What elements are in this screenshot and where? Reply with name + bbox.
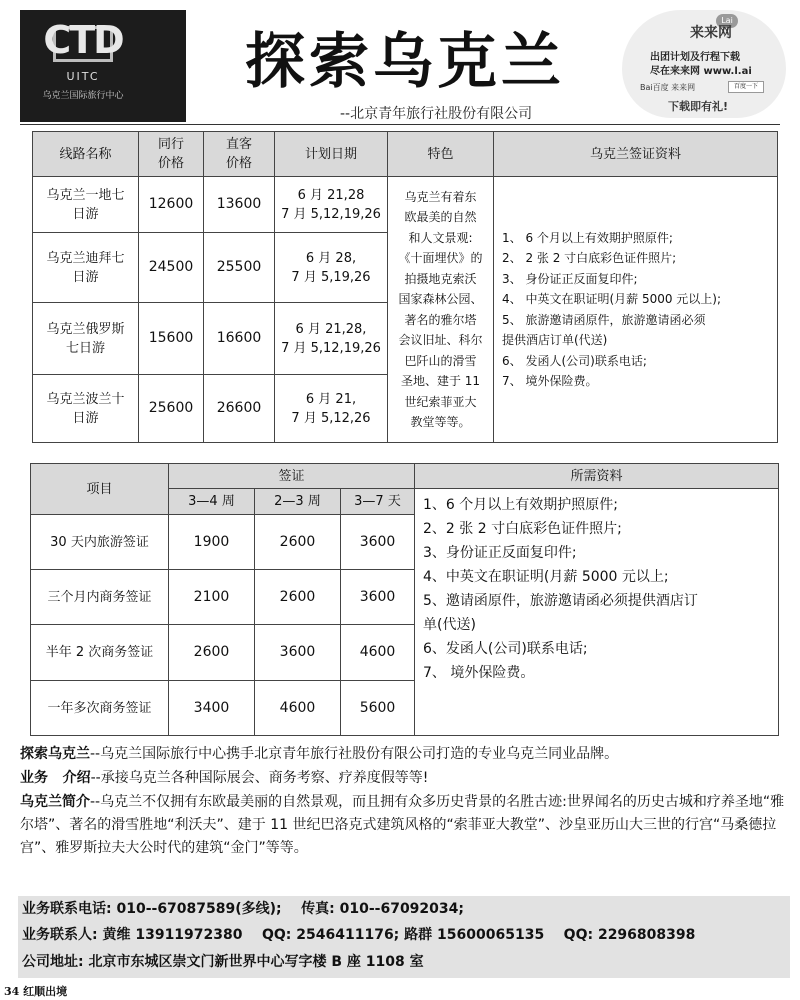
brand-intro-label: 探索乌克兰	[20, 746, 90, 762]
advert-brand: 来来网	[690, 25, 732, 41]
feature-cell	[388, 177, 494, 443]
required-doc-line: 3、身份证正反面复印件;	[423, 545, 577, 561]
plan-dates: 6 月 21,28 7 月 5,12,19,26	[275, 177, 388, 233]
visa-price-table	[30, 463, 779, 736]
feature-line: 欧最美的自然	[404, 210, 477, 224]
visa-docs-cell	[494, 177, 778, 443]
logo-mark: CTD	[43, 18, 123, 62]
contact-address: 公司地址: 北京市东城区崇文门新世界中心写字楼 B 座 1108 室	[22, 954, 424, 970]
required-doc-line: 1、6 个月以上有效期护照原件;	[423, 497, 618, 513]
plan-dates: 6 月 21, 7 月 5,12,26	[275, 375, 388, 443]
direct-price: 26600	[204, 375, 275, 443]
advert-line-2: 尽在来来网 www.l.ai	[650, 66, 752, 77]
visa-price: 3400	[169, 681, 255, 736]
visa-doc-line: 2、 2 张 2 寸白底彩色证件照片;	[502, 251, 677, 265]
route-name: 乌克兰迪拜七日游	[33, 233, 139, 303]
feature-line: 乌克兰有着东	[404, 189, 477, 204]
brand-intro-text: --乌克兰国际旅行中心携手北京青年旅行社股份有限公司打造的专业乌克兰同业品牌。	[90, 746, 619, 762]
visa-doc-line: 4、 中英文在职证明(月薪 5000 元以上);	[502, 292, 722, 306]
page-footer: 34 红顺出境	[4, 985, 68, 998]
header-visa-docs: 乌克兰签证资料	[494, 132, 778, 177]
feature-line: 教堂等等。	[410, 415, 471, 429]
required-doc-line: 5、邀请函原件，旅游邀请函必须提供酒店订	[423, 593, 698, 609]
feature-line: 世纪索菲亚大	[404, 394, 477, 409]
business-intro	[20, 767, 788, 790]
visa-doc-line: 6、 发函人(公司)联系电话;	[502, 353, 647, 368]
feature-line: 圣地、建于 11	[400, 374, 481, 388]
feature-line: 国家森林公园、	[398, 292, 483, 306]
feature-line: 巴阡山的滑雪	[404, 353, 477, 368]
visa-type: 三个月内商务签证	[31, 570, 169, 625]
header-divider	[20, 124, 780, 125]
table-row	[33, 177, 778, 233]
visa-price: 2600	[169, 625, 255, 681]
route-name: 乌克兰俄罗斯七日游	[33, 303, 139, 375]
advert-baidu: Bai百度 来来网	[640, 83, 696, 92]
routes-table	[32, 131, 778, 443]
visa-price: 4600	[255, 681, 341, 736]
visa-price: 1900	[169, 515, 255, 570]
contact-phone-fax: 业务联系电话: 010--67087589(多线); 传真: 010--67092034;	[22, 901, 464, 917]
ukraine-profile-label: 乌克兰简介	[20, 794, 90, 810]
header-direct-price: 直客价格	[204, 132, 275, 177]
visa-price: 3600	[341, 570, 415, 625]
visa-price: 5600	[341, 681, 415, 736]
advert-search-button: 百度一下	[728, 81, 764, 93]
header-item: 项目	[31, 464, 169, 515]
header-visa-group: 签证	[169, 464, 415, 489]
required-docs-cell	[415, 489, 779, 736]
header-peer-price: 同行价格	[139, 132, 204, 177]
visa-price: 3600	[255, 625, 341, 681]
feature-line: 拍摄地克索沃	[404, 271, 477, 286]
visa-price: 3600	[341, 515, 415, 570]
header-period: 2—3 周	[255, 489, 341, 515]
peer-price: 15600	[139, 303, 204, 375]
visa-price: 2600	[255, 570, 341, 625]
route-name: 乌克兰一地七日游	[33, 177, 139, 233]
visa-price: 2600	[255, 515, 341, 570]
header-feature: 特色	[388, 132, 494, 177]
feature-line: 会议旧址、科尔	[398, 333, 483, 347]
ukraine-profile	[20, 791, 788, 860]
direct-price: 16600	[204, 303, 275, 375]
visa-doc-line: 7、 境外保险费。	[502, 374, 598, 388]
peer-price: 25600	[139, 375, 204, 443]
header-required-docs: 所需资料	[415, 464, 779, 489]
feature-line: 《十面埋伏》的	[398, 251, 483, 265]
business-intro-label: 业务 介绍	[20, 770, 91, 786]
feature-line: 著名的雅尔塔	[404, 312, 477, 327]
brand-intro	[20, 743, 788, 766]
logo-company-name: 乌克兰国际旅行中心	[42, 91, 124, 101]
visa-header-row	[31, 464, 779, 489]
contact-persons: 业务联系人: 黄维 13911972380 QQ: 2546411176; 路群 15600065135 QQ: 2296808398	[22, 927, 696, 943]
direct-price: 25500	[204, 233, 275, 303]
visa-price: 4600	[341, 625, 415, 681]
ukraine-profile-text: --乌克兰不仅拥有东欧最美丽的自然景观，而且拥有众多历史背景的名胜古迹:世界闻名的历史古城和疗养圣地“雅尔塔”、著名的滑雪胜地“利沃夫”、建于 11 世纪巴洛克式建筑风格的“索菲亚大教堂”、沙皇亚历山大三世的行宫“马桑德拉宫”、雅罗斯拉夫大公时代的建筑“金门”等等。	[20, 794, 785, 856]
plan-dates: 6 月 28, 7 月 5,19,26	[275, 233, 388, 303]
visa-type: 30 天内旅游签证	[31, 515, 169, 570]
peer-price: 24500	[139, 233, 204, 303]
header-plan-date: 计划日期	[275, 132, 388, 177]
visa-type: 一年多次商务签证	[31, 681, 169, 736]
business-intro-text: --承接乌克兰各种国际展会、商务考察、疗养度假等等!	[90, 770, 429, 786]
route-name: 乌克兰波兰十日游	[33, 375, 139, 443]
required-doc-line: 单(代送)	[423, 617, 476, 633]
visa-doc-line: 3、 身份证正反面复印件;	[502, 271, 638, 286]
advert-gift: 下载即有礼!	[668, 100, 729, 113]
advert-line-1: 出团计划及行程下载	[650, 52, 740, 63]
required-doc-line: 7、 境外保险费。	[423, 665, 535, 681]
header-period: 3—7 天	[341, 489, 415, 515]
required-doc-line: 6、发函人(公司)联系电话;	[423, 641, 588, 657]
required-doc-line: 4、中英文在职证明(月薪 5000 元以上;	[423, 569, 669, 585]
visa-type: 半年 2 次商务签证	[31, 625, 169, 681]
required-doc-line: 2、2 张 2 寸白底彩色证件照片;	[423, 521, 622, 537]
feature-line: 和人文景观:	[408, 230, 473, 245]
page-subtitle: --北京青年旅行社股份有限公司	[340, 106, 533, 122]
visa-doc-line: 1、 6 个月以上有效期护照原件;	[502, 230, 673, 245]
page-title: 探索乌克兰	[245, 27, 565, 97]
visa-price: 2100	[169, 570, 255, 625]
header-period: 3—4 周	[169, 489, 255, 515]
advert-badge: Lai	[716, 14, 738, 28]
visa-doc-line: 5、 旅游邀请函原件，旅游邀请函必须	[502, 312, 706, 327]
direct-price: 13600	[204, 177, 275, 233]
routes-header-row	[33, 132, 778, 177]
visa-doc-line: 提供酒店订单(代送)	[502, 333, 608, 347]
plan-dates: 6 月 21,28, 7 月 5,12,19,26	[275, 303, 388, 375]
logo-uitc-text: UITC	[66, 70, 100, 83]
peer-price: 12600	[139, 177, 204, 233]
header-route-name: 线路名称	[33, 132, 139, 177]
